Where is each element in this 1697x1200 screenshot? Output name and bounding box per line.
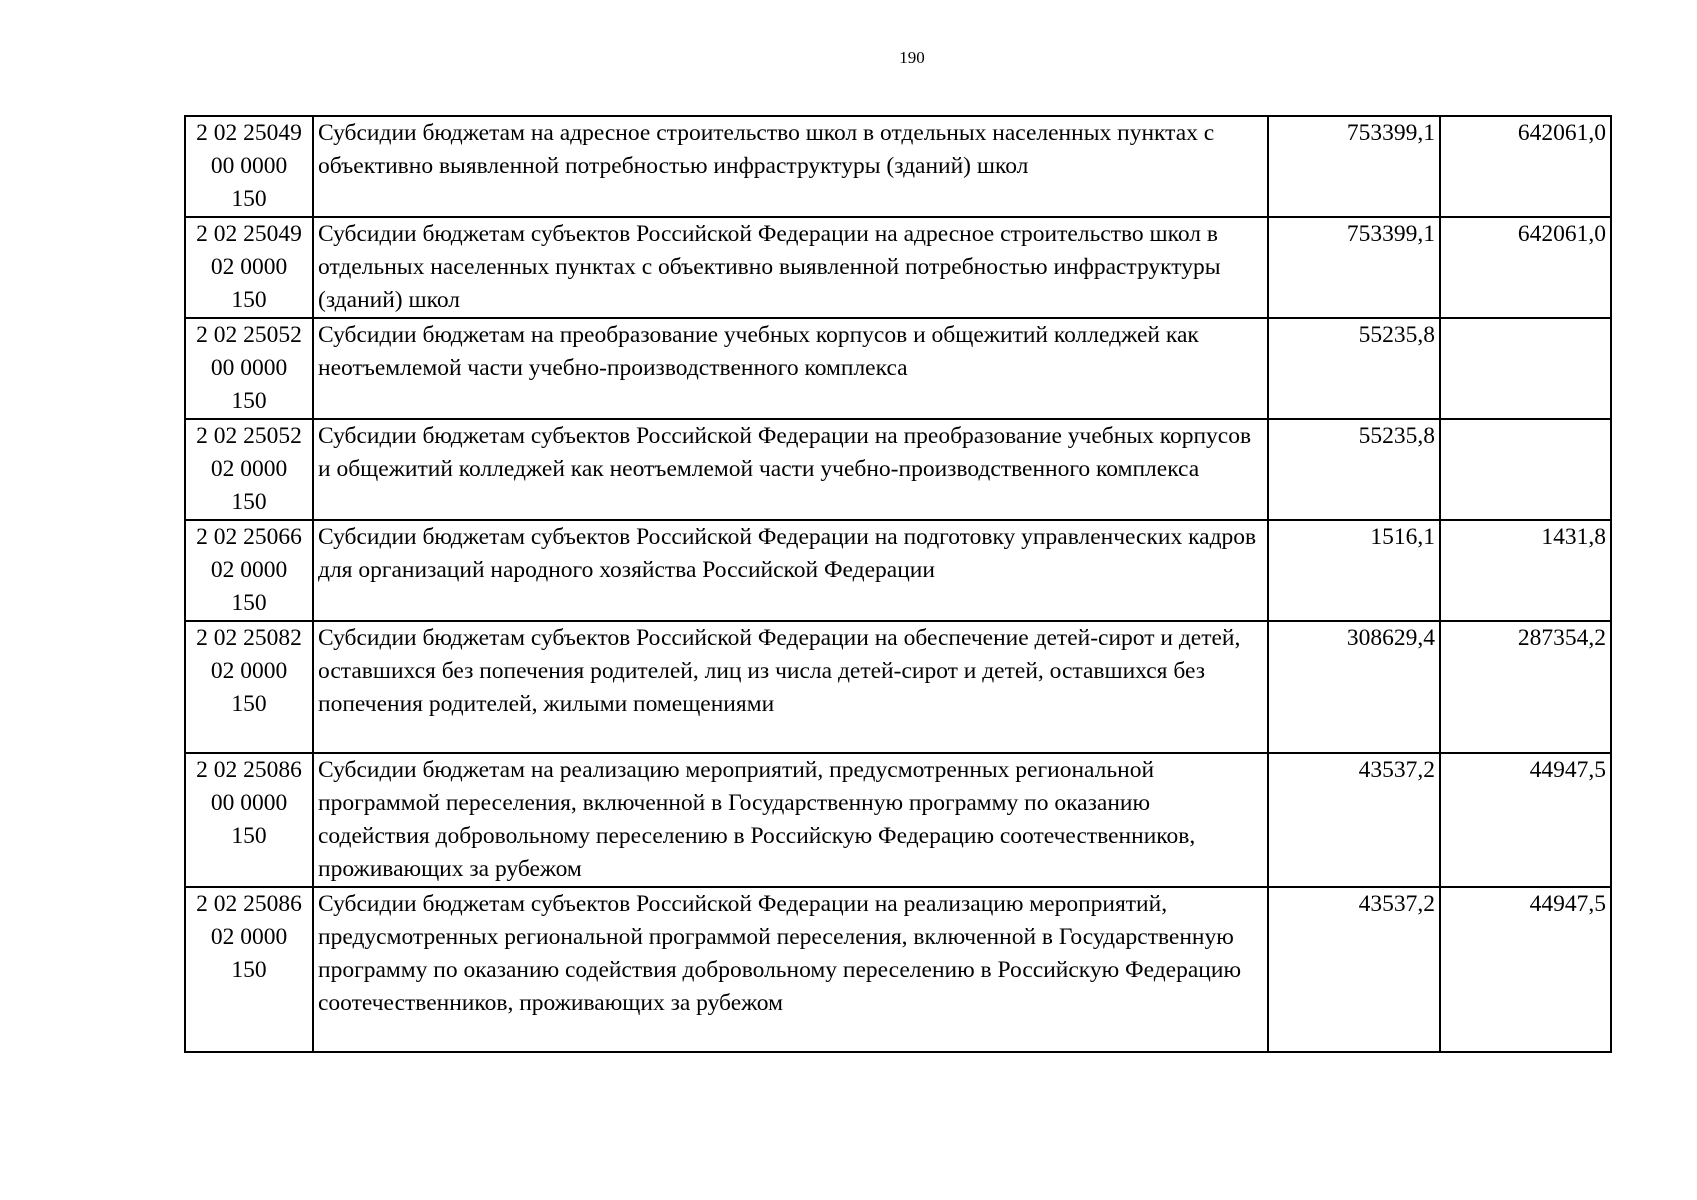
table-row	[185, 318, 1611, 419]
budget-code-line: 2 02 25052	[196, 322, 302, 348]
amount-cell-1: 55235,8	[1268, 419, 1440, 520]
amount-cell-2: 642061,0	[1440, 116, 1611, 217]
table-row	[185, 520, 1611, 621]
amount-cell-2: 642061,0	[1440, 217, 1611, 318]
amount-cell-2: 44947,5	[1440, 753, 1611, 887]
amount-cell-2: 1431,8	[1440, 520, 1611, 621]
budget-table	[184, 115, 1612, 1053]
budget-code-line: 2 02 25086	[196, 891, 302, 917]
table-row	[185, 217, 1611, 318]
amount-cell-2	[1440, 419, 1611, 520]
budget-code-line: 150	[231, 489, 267, 515]
amount-cell-2: 44947,5	[1440, 887, 1611, 1052]
amount-cell-1: 753399,1	[1268, 217, 1440, 318]
budget-code-line: 2 02 25049	[196, 120, 302, 146]
budget-code-cell	[185, 887, 313, 1052]
budget-code-line: 150	[231, 388, 267, 414]
budget-code-line: 150	[231, 691, 267, 717]
budget-code-line: 02 0000	[210, 924, 288, 950]
budget-code-line: 00 0000	[210, 790, 288, 816]
budget-code-line: 150	[231, 590, 267, 616]
item-name-cell: Субсидии бюджетам на преобразование учебных корпусов и общежитий колледжей как неотъемлемой части учебно-производственного комплекса	[313, 318, 1268, 419]
budget-code-line: 00 0000	[210, 355, 288, 381]
item-name-cell: Субсидии бюджетам на адресное строительство школ в отдельных населенных пунктах с объективно выявленной потребностью инфраструктуры (зданий) школ	[313, 116, 1268, 217]
item-name-cell: Субсидии бюджетам на реализацию мероприятий, предусмотренных региональной программой переселения, включенной в Государственную программу по оказанию содействия добровольному переселению в Российскую Федерацию соотечественников, проживающих за рубежом	[313, 753, 1268, 887]
budget-code-line: 2 02 25066	[196, 524, 302, 550]
amount-cell-1: 308629,4	[1268, 621, 1440, 753]
budget-code-line: 150	[231, 186, 267, 212]
budget-code-line: 150	[231, 823, 267, 849]
amount-cell-1: 55235,8	[1268, 318, 1440, 419]
budget-code-cell	[185, 419, 313, 520]
budget-code-line: 2 02 25052	[196, 423, 302, 449]
budget-code-line: 2 02 25049	[196, 221, 302, 247]
budget-code-cell	[185, 621, 313, 753]
budget-code-line: 02 0000	[210, 557, 288, 583]
page-number: 190	[899, 48, 925, 67]
amount-cell-1: 1516,1	[1268, 520, 1440, 621]
item-name-cell: Субсидии бюджетам субъектов Российской Федерации на реализацию мероприятий, предусмотренных региональной программой переселения, включенной в Государственную программу по оказанию содействия добровольному переселению в Российскую Федерацию соотечественников, проживающих за рубежом	[313, 887, 1268, 1052]
table-row	[185, 753, 1611, 887]
budget-table-body	[185, 116, 1611, 1052]
amount-cell-2	[1440, 318, 1611, 419]
budget-code-cell	[185, 116, 313, 217]
amount-cell-1: 753399,1	[1268, 116, 1440, 217]
amount-cell-1: 43537,2	[1268, 887, 1440, 1052]
item-name-cell: Субсидии бюджетам субъектов Российской Федерации на подготовку управленческих кадров для организаций народного хозяйства Российской Федерации	[313, 520, 1268, 621]
item-name-cell: Субсидии бюджетам субъектов Российской Федерации на адресное строительство школ в отдельных населенных пунктах с объективно выявленной потребностью инфраструктуры (зданий) школ	[313, 217, 1268, 318]
budget-code-cell	[185, 520, 313, 621]
budget-code-cell	[185, 318, 313, 419]
table-row	[185, 887, 1611, 1052]
budget-code-line: 150	[231, 287, 267, 313]
budget-code-cell	[185, 753, 313, 887]
amount-cell-1: 43537,2	[1268, 753, 1440, 887]
item-name-cell: Субсидии бюджетам субъектов Российской Федерации на обеспечение детей-сирот и детей, оставшихся без попечения родителей, лиц из числа детей-сирот и детей, оставшихся без попечения родителей, жилыми помещениями	[313, 621, 1268, 753]
budget-code-line: 2 02 25082	[196, 625, 302, 651]
item-name-cell: Субсидии бюджетам субъектов Российской Федерации на преобразование учебных корпусов и общежитий колледжей как неотъемлемой части учебно-производственного комплекса	[313, 419, 1268, 520]
table-row	[185, 621, 1611, 753]
budget-code-cell	[185, 217, 313, 318]
budget-code-line: 150	[231, 957, 267, 983]
budget-code-line: 2 02 25086	[196, 757, 302, 783]
budget-code-line: 02 0000	[210, 658, 288, 684]
budget-code-line: 00 0000	[210, 153, 288, 179]
amount-cell-2: 287354,2	[1440, 621, 1611, 753]
table-row	[185, 116, 1611, 217]
budget-code-line: 02 0000	[210, 456, 288, 482]
budget-code-line: 02 0000	[210, 254, 288, 280]
table-row	[185, 419, 1611, 520]
